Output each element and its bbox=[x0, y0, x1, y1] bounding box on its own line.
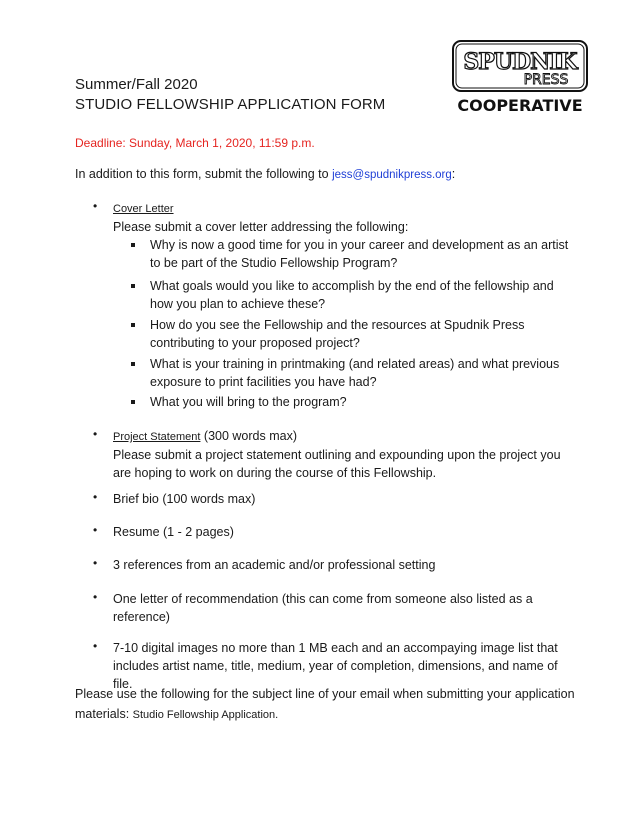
images-item: 7-10 digital images no more than 1 MB each and an accompaying image list that includes artist name, title, medium, year of completion, dimensions, and name of file. bbox=[113, 641, 558, 691]
bullet-icon: • bbox=[93, 199, 98, 213]
subject-line: Studio Fellowship Application. bbox=[132, 709, 279, 721]
bullet-icon: • bbox=[93, 427, 98, 441]
form-title: STUDIO FELLOWSHIP APPLICATION FORM bbox=[75, 96, 386, 113]
references-item: 3 references from an academic and/or professional setting bbox=[113, 558, 436, 572]
term-heading: Summer/Fall 2020 bbox=[75, 76, 198, 93]
spudnik-press-logo bbox=[450, 39, 590, 119]
email-link[interactable]: jess@spudnikpress.org bbox=[332, 169, 452, 181]
bullet-icon: • bbox=[93, 639, 98, 653]
project-statement-item bbox=[113, 427, 573, 482]
cover-letter-label: Cover Letter bbox=[113, 203, 174, 215]
square-bullet-icon bbox=[131, 400, 135, 404]
cover-question-5: What you will bring to the program? bbox=[150, 395, 347, 409]
logo-line1: SPUDNIK bbox=[463, 49, 577, 75]
bullet-icon: • bbox=[93, 556, 98, 570]
intro-text: In addition to this form, submit the following to bbox=[75, 167, 333, 181]
deadline-text: Deadline: Sunday, March 1, 2020, 11:59 p.m. bbox=[75, 136, 315, 150]
intro-suffix: : bbox=[451, 167, 456, 181]
closing-paragraph bbox=[75, 684, 575, 725]
cover-letter-item bbox=[113, 199, 573, 236]
project-statement-note: (300 words max) bbox=[200, 429, 297, 443]
square-bullet-icon bbox=[131, 323, 135, 327]
logo-line2: PRESS bbox=[523, 72, 569, 88]
recommendation-item: One letter of recommendation (this can come from someone also listed as a reference) bbox=[113, 592, 533, 624]
intro-paragraph bbox=[75, 167, 455, 181]
project-statement-label: Project Statement bbox=[113, 431, 201, 443]
bio-item: Brief bio (100 words max) bbox=[113, 492, 256, 506]
cover-question-4: What is your training in printmaking (and related areas) and what previous exposure to print facilities you have had? bbox=[150, 357, 560, 389]
square-bullet-icon bbox=[131, 284, 135, 288]
cover-letter-description: Please submit a cover letter addressing the following: bbox=[113, 220, 409, 234]
logo-line3: COOPERATIVE bbox=[457, 96, 583, 115]
project-statement-description: Please submit a project statement outlining and expounding upon the project you are hoping to work on during the course of this Fellowship. bbox=[113, 448, 561, 480]
cover-question-1: Why is now a good time for you in your career and development as an artist to be part of the Studio Fellowship Program? bbox=[150, 238, 569, 270]
square-bullet-icon bbox=[131, 243, 135, 247]
bullet-icon: • bbox=[93, 590, 98, 604]
bullet-icon: • bbox=[93, 523, 98, 537]
resume-item: Resume (1 - 2 pages) bbox=[113, 525, 234, 539]
bullet-icon: • bbox=[93, 490, 98, 504]
cover-question-3: How do you see the Fellowship and the resources at Spudnik Press contributing to your proposed project? bbox=[150, 318, 525, 350]
closing-text: Please use the following for the subject line of your email when submitting your application materials: bbox=[75, 687, 575, 721]
square-bullet-icon bbox=[131, 362, 135, 366]
cover-question-2: What goals would you like to accomplish by the end of the fellowship and how you plan to achieve these? bbox=[150, 279, 554, 311]
